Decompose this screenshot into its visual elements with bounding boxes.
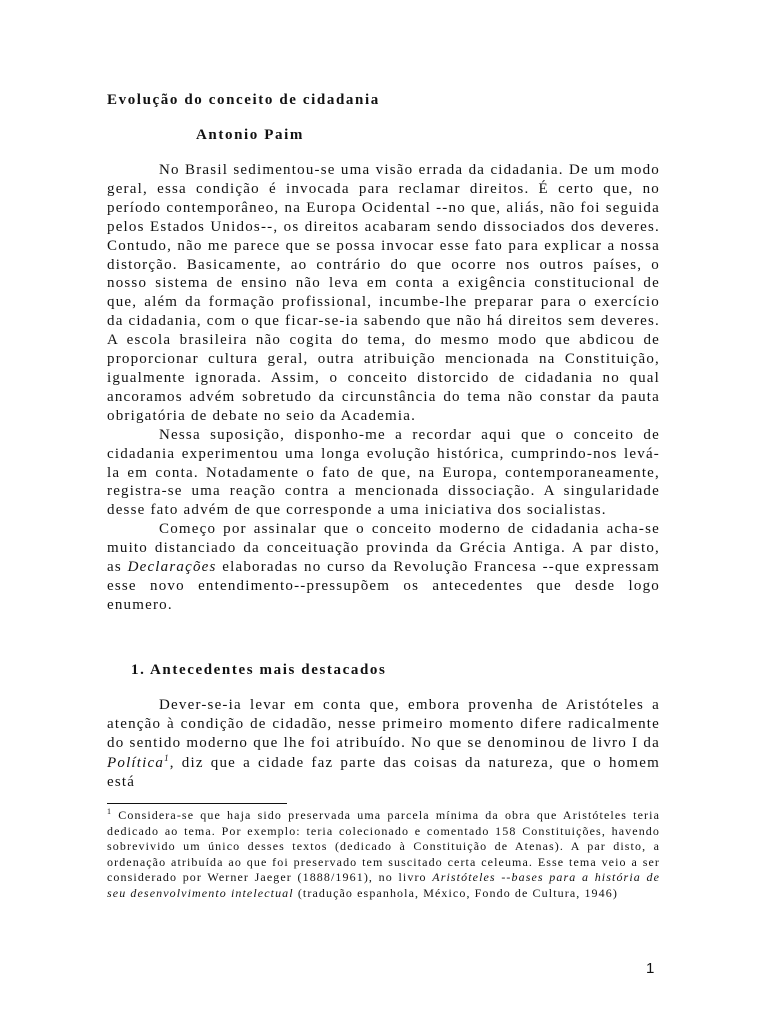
author-name: Antonio Paim (196, 127, 304, 143)
section-paragraph (107, 696, 660, 792)
footnote-mark: 1 (107, 807, 113, 816)
paragraph-2: Nessa suposição, disponho-me a recordar aqui que o conceito de cidadania experimentou uma longa evolução histórica, cumprindo-nos levá-la em conta. Notadamente o fato de que, na Europa, contemporaneamente, registra-se uma reação contra a mencionada dissociação. A singularidade desse fato advém de que corresponde a uma iniciativa dos socialistas. (107, 426, 660, 519)
section-heading: 1. Antecedentes mais destacados (131, 662, 387, 678)
paragraph-3-text-b: elaboradas no curso da Revolução Francesa --que expressam esse novo entendimento--pressupõem os antecedentes que desde logo enumero. (107, 559, 660, 613)
footnote (107, 808, 660, 902)
paragraph-3-text-a: Começo por assinalar que o conceito moderno de cidadania acha-se muito distanciado da conceituação provinda da Grécia Antiga. A par disto, as (107, 521, 660, 576)
section-italic-politica: Política (107, 754, 165, 771)
paragraph-1: No Brasil sedimentou-se uma visão errada da cidadania. De um modo geral, essa condição é invocada para reclamar direitos. É certo que, no período contemporâneo, na Europa Ocidental --no que, aliás, não foi seguida pelos Estados Unidos--, os direitos acabaram sendo dissociados dos deveres. Contudo, não me parece que se possa invocar esse fato para explicar a nossa distorção. Basicamente, ao contrário do que ocorre nos outros países, o nosso sistema de ensino não leva em conta a exigência constitucional de que, além da formação profissional, incumbe-lhe preparar para o exercício da cidadania, com o que ficar-se-ia sabendo que não há direitos sem deveres. A escola brasileira não cogita do tema, do mesmo modo que abdicou de proporcionar cultura geral, outra atribuição mencionada na Constituição, igualmente ignorada. Assim, o conceito distorcido de cidadania no qual ancoramos advém sobretudo da circunstância do tema não constar da pauta obrigatória de debate no seio da Academia. (107, 162, 660, 424)
document-title: Evolução do conceito de cidadania (107, 92, 380, 108)
section-text-b: , diz que a cidade faz parte das coisas da natureza, que o homem está (107, 754, 660, 790)
footnote-text-a: Considera-se que haja sido preservada uma parcela mínima da obra que Aristóteles teria dedicado ao tema. Por exemplo: teria colecionado e comentado 158 Constituições, havendo sobrevivido um único desses textos (dedicado à Constituição de Atenas). A par disto, a ordenação atribuída ao que foi preservado tem suscitado certa celeuma. Esse tema veio a ser considerado por Werner Jaeger (1888/1961), no livro (107, 808, 660, 885)
paragraph-3 (107, 520, 660, 615)
footnote-text-b: (tradução espanhola, México, Fondo de Cultura, 1946) (293, 885, 618, 900)
section-body (107, 696, 660, 792)
paragraph-3-italic: Declarações (127, 559, 217, 576)
footnote-reference[interactable]: 1 (164, 752, 170, 763)
footnote-divider (107, 803, 287, 804)
section-text-a: Dever-se-ia levar em conta que, embora provenha de Aristóteles a atenção à condição de cidadão, nesse primeiro momento difere radicalmente do sentido moderno que lhe foi atribuído. No que se denominou de livro I da (107, 697, 660, 752)
intro-body (107, 161, 660, 615)
footnote-italic-title: Aristóteles --bases para a história de seu desenvolvimento intelectual (107, 870, 661, 900)
page-number: 1 (646, 960, 655, 977)
